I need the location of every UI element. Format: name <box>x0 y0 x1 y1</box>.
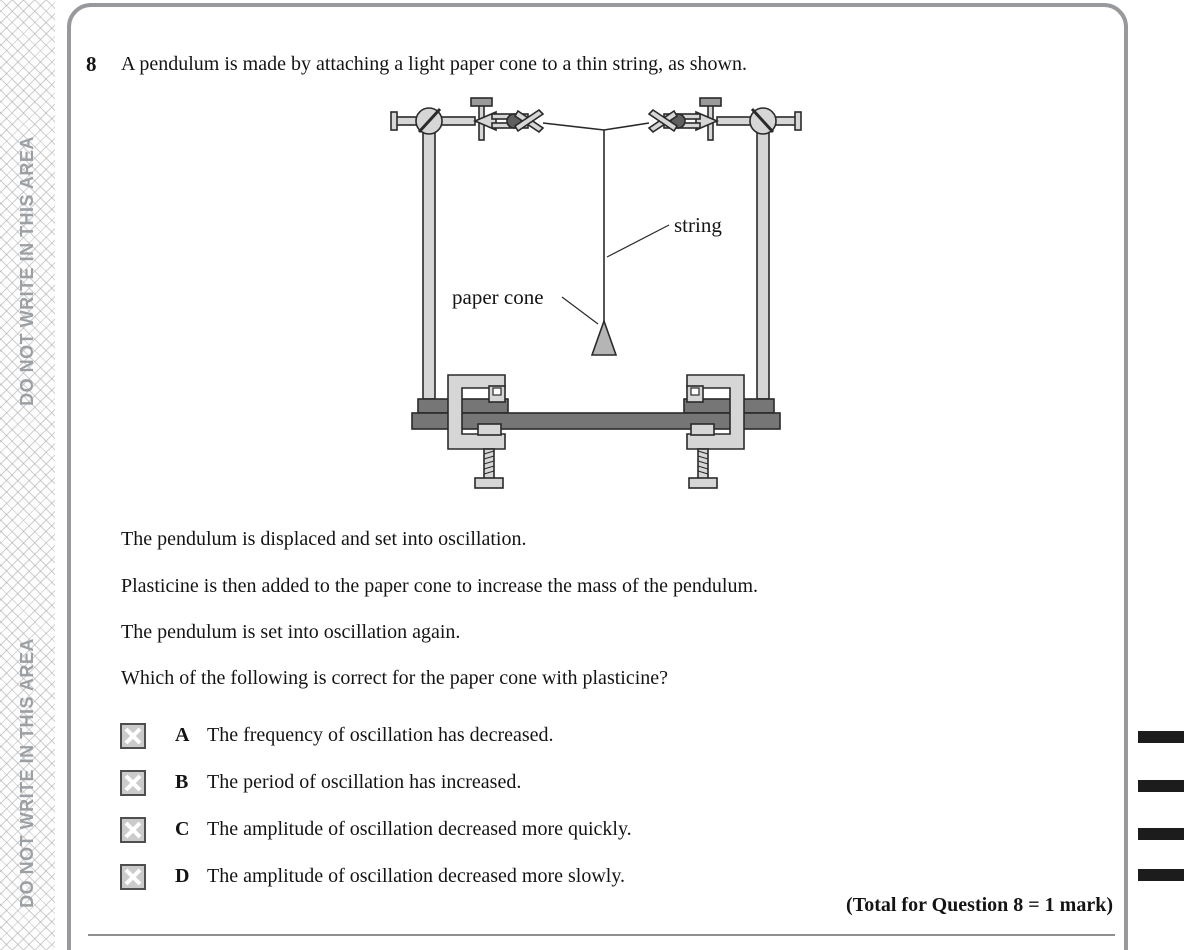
question-text: A pendulum is made by attaching a light paper cone to a thin string, as shown. <box>121 53 747 75</box>
answer-box-icon[interactable] <box>120 817 146 843</box>
page-edge-mark <box>1138 828 1184 840</box>
do-not-write-label: DO NOT WRITE IN THIS AREA <box>17 638 37 908</box>
right-g-clamp <box>687 375 744 488</box>
option-letter: D <box>175 865 190 887</box>
total-marks-label: (Total for Question 8 = 1 mark) <box>846 894 1113 916</box>
page-edge-mark <box>1138 731 1184 743</box>
paragraph: The pendulum is set into oscillation again. <box>121 621 461 643</box>
paper-cone-shape <box>592 321 616 355</box>
paragraph: Which of the following is correct for the paper cone with plasticine? <box>121 667 669 689</box>
paper-cone-label: paper cone <box>452 285 544 309</box>
option-letter: A <box>175 724 190 746</box>
option-text: The amplitude of oscillation decreased more quickly. <box>207 818 632 840</box>
paragraph: Plasticine is then added to the paper cone to increase the mass of the pendulum. <box>121 575 759 597</box>
page-edge-mark <box>1138 869 1184 881</box>
answer-box-icon[interactable] <box>120 770 146 796</box>
right-clamp-stand <box>649 98 801 413</box>
option-text: The frequency of oscillation has decreased. <box>207 724 554 746</box>
answer-box-icon[interactable] <box>120 864 146 890</box>
paragraph: The pendulum is displaced and set into oscillation. <box>121 528 527 550</box>
question-number: 8 <box>86 52 97 76</box>
do-not-write-label: DO NOT WRITE IN THIS AREA <box>17 136 37 406</box>
string-line <box>543 123 649 322</box>
left-g-clamp <box>448 375 505 488</box>
answer-box-icon[interactable] <box>120 723 146 749</box>
option-letter: C <box>175 818 190 840</box>
paper-cone-leader-line <box>562 297 598 324</box>
option-letter: B <box>175 771 189 793</box>
option-text: The amplitude of oscillation decreased more slowly. <box>207 865 626 887</box>
option-text: The period of oscillation has increased. <box>207 771 522 793</box>
bench-bar <box>412 413 780 429</box>
question-separator-line <box>88 934 1115 936</box>
string-label: string <box>674 213 722 237</box>
page-edge-mark <box>1138 780 1184 792</box>
pendulum-diagram <box>390 92 830 504</box>
left-clamp-stand <box>391 98 543 413</box>
string-leader-line <box>607 225 669 257</box>
